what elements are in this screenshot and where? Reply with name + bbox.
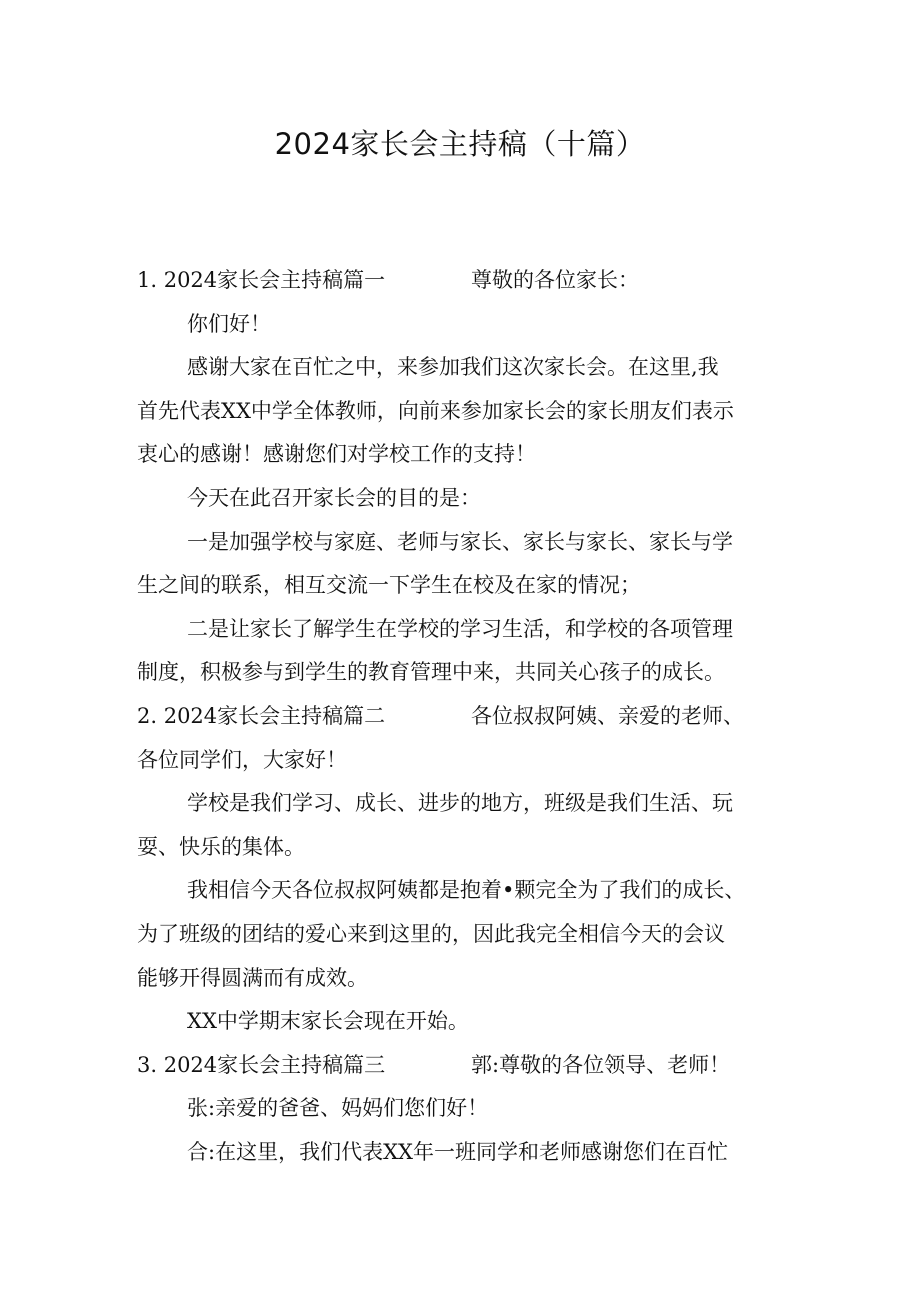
paragraph-line: 合:在这里，我们代表XX年一班同学和老师感谢您们在百忙 (187, 1139, 728, 1164)
paragraph-line: 制度，积极参与到学生的教育管理中来，共同关心孩子的成长。 (137, 660, 725, 685)
section-heading-line (137, 1044, 797, 1088)
section-heading: 2. 2024家长会主持稿篇二 (137, 703, 386, 728)
paragraph-line: 今天在此召开家长会的目的是： (187, 485, 481, 510)
section-line-text: 各位叔叔阿姨、亲爱的老师、 (471, 703, 744, 728)
document-title: 2024家长会主持稿（十篇） (274, 127, 646, 161)
document-body (137, 259, 797, 1174)
paragraph-line: 你们好！ (187, 311, 271, 336)
paragraph-line: 一是加强学校与家庭、老师与家长、家长与家长、家长与学 (187, 529, 733, 554)
paragraph-line: 张:亲爱的爸爸、妈妈们您们好！ (187, 1096, 489, 1121)
paragraph-line: 学校是我们学习、成长、进步的地方，班级是我们生活、玩 (187, 791, 733, 816)
section-line-text: 郭:尊敬的各位领导、老师！ (471, 1052, 731, 1077)
paragraph-line: 二是让家长了解学生在学校的学习生活，和学校的各项管理 (187, 616, 733, 641)
paragraph-line: 为了班级的团结的爱心来到这里的，因此我完全相信今天的会议 (137, 921, 725, 946)
paragraph-line: 我相信今天各位叔叔阿姨都是抱着•颗完全为了我们的成长、 (187, 878, 746, 903)
paragraph-line: 能够开得圆满而有成效。 (137, 965, 368, 990)
paragraph-line: 各位同学们，大家好！ (137, 747, 347, 772)
paragraph-line: 耍、快乐的集体。 (137, 834, 305, 859)
paragraph-line: 衷心的感谢！感谢您们对学校工作的支持！ (137, 442, 536, 467)
section-heading: 3. 2024家长会主持稿篇三 (137, 1052, 386, 1077)
paragraph-line: XX中学期末家长会现在开始。 (187, 1009, 469, 1034)
section-heading-line (137, 695, 797, 739)
paragraph-line: 生之间的联系，相互交流一下学生在校及在家的情况； (137, 573, 641, 598)
section-heading: 1. 2024家长会主持稿篇一 (137, 268, 386, 292)
section-heading-line (137, 259, 797, 303)
section-line-text: 尊敬的各位家长： (471, 268, 639, 292)
paragraph-line: 感谢大家在百忙之中，来参加我们这次家长会。在这里,我 (187, 355, 719, 380)
paragraph-line: 首先代表XX中学全体教师，向前来参加家长会的家长朋友们表示 (137, 398, 734, 423)
